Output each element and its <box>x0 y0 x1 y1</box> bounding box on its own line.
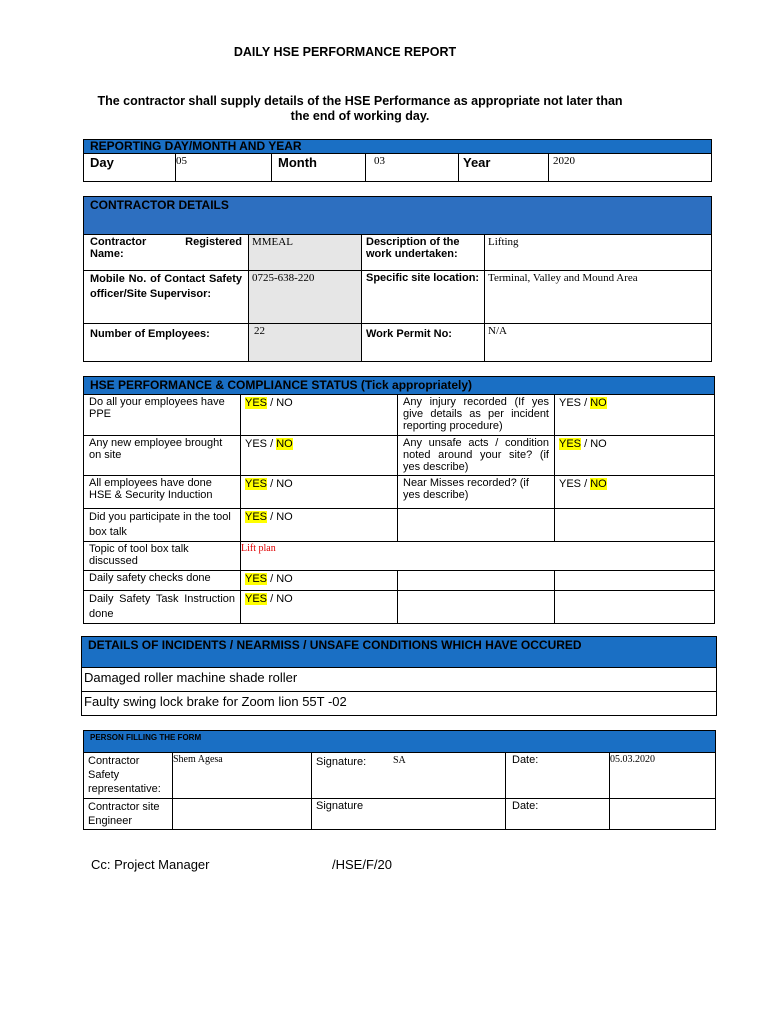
yes-mark: YES <box>245 573 268 585</box>
hse-header: HSE PERFORMANCE & COMPLIANCE STATUS (Tick appropriately) <box>84 377 715 395</box>
rep-label: Contractor Safety representative: <box>84 753 173 799</box>
a-toolbox[interactable]: YES / NO <box>241 509 398 542</box>
q-ppe: Do all your employees have PPE <box>84 395 241 436</box>
yes-mark: YES <box>559 438 582 450</box>
reg-name-label: Contractor Registered Name: <box>84 235 249 271</box>
q-toolbox: Did you participate in the tool box talk <box>84 509 241 542</box>
yes-mark: YES <box>245 511 268 523</box>
q-induction: All employees have done HSE & Security Induction <box>84 476 241 509</box>
mobile-value[interactable]: 0725-638-220 <box>249 271 362 324</box>
hse-table <box>83 376 715 624</box>
day-label: Day <box>84 154 176 182</box>
signature-cell[interactable] <box>312 753 506 799</box>
reporting-header: REPORTING DAY/MONTH AND YEAR <box>84 140 712 154</box>
q-new-employee: Any new employee brought on site <box>84 436 241 476</box>
no-mark: NO <box>590 478 607 490</box>
mobile-label: Mobile No. of Contact Safety officer/Site Supervisor: <box>84 271 249 324</box>
year-label: Year <box>459 154 549 182</box>
empty-cell <box>398 571 555 591</box>
employees-value[interactable]: 22 <box>249 324 362 362</box>
incident-item-1[interactable]: Damaged roller machine shade roller <box>82 668 717 692</box>
form-code: /HSE/F/20 <box>332 857 392 872</box>
person-table <box>83 730 716 830</box>
employees-label: Number of Employees: <box>84 324 249 362</box>
no-mark: NO <box>590 397 607 409</box>
month-label: Month <box>272 154 366 182</box>
a-near-miss[interactable]: YES / NO <box>555 476 715 509</box>
empty-cell <box>555 591 715 624</box>
signature-value: SA <box>393 755 406 766</box>
a-ppe[interactable]: YES / NO <box>241 395 398 436</box>
incident-item-2[interactable]: Faulty swing lock brake for Zoom lion 55T -02 <box>82 692 717 716</box>
reporting-table <box>83 139 712 182</box>
yes-mark: YES <box>245 593 268 605</box>
date-value-2[interactable] <box>610 799 716 830</box>
site-value[interactable]: Terminal, Valley and Mound Area <box>485 271 712 324</box>
report-title: DAILY HSE PERFORMANCE REPORT <box>233 45 457 59</box>
signature-label-2[interactable]: Signature <box>312 799 506 830</box>
contractor-table <box>83 196 712 362</box>
yes-mark: YES <box>245 397 268 409</box>
q-injury: Any injury recorded (If yes give details as per incident reporting procedure) <box>398 395 555 436</box>
year-value[interactable]: 2020 <box>549 154 712 182</box>
permit-label: Work Permit No: <box>362 324 485 362</box>
engineer-name[interactable] <box>173 799 312 830</box>
no-mark: NO <box>276 438 293 450</box>
a-task-instruction[interactable]: YES / NO <box>241 591 398 624</box>
empty-cell <box>555 509 715 542</box>
person-header: PERSON FILLING THE FORM <box>84 731 716 753</box>
a-new-employee[interactable]: YES / NO <box>241 436 398 476</box>
month-value[interactable]: 03 <box>366 154 459 182</box>
q-near-miss: Near Misses recorded? (if yes describe) <box>398 476 555 509</box>
work-desc-label: Description of the work undertaken: <box>362 235 485 271</box>
engineer-label: Contractor site Engineer <box>84 799 173 830</box>
contractor-header: CONTRACTOR DETAILS <box>84 197 712 235</box>
rep-name[interactable]: Shem Agesa <box>173 753 312 799</box>
date-label-2: Date: <box>506 799 610 830</box>
empty-cell <box>398 509 555 542</box>
a-unsafe[interactable]: YES / NO <box>555 436 715 476</box>
date-value[interactable]: 05.03.2020 <box>610 753 716 799</box>
a-injury[interactable]: YES / NO <box>555 395 715 436</box>
incidents-table <box>81 636 717 716</box>
site-label: Specific site location: <box>362 271 485 324</box>
intro-line-2: the end of working day. <box>290 109 430 123</box>
yes-mark: YES <box>245 478 268 490</box>
permit-value[interactable]: N/A <box>485 324 712 362</box>
day-value[interactable]: 05 <box>176 154 272 182</box>
q-unsafe: Any unsafe acts / condition noted around your site? (if yes describe) <box>398 436 555 476</box>
empty-cell <box>555 571 715 591</box>
intro-text <box>80 94 640 124</box>
topic-value[interactable]: Lift plan <box>241 542 715 571</box>
a-induction[interactable]: YES / NO <box>241 476 398 509</box>
work-desc-value[interactable]: Lifting <box>485 235 712 271</box>
reg-name-value[interactable]: MMEAL <box>249 235 362 271</box>
signature-label: Signature: <box>316 756 367 768</box>
incidents-header: DETAILS OF INCIDENTS / NEARMISS / UNSAFE CONDITIONS WHICH HAVE OCCURED <box>82 637 717 668</box>
a-daily-checks[interactable]: YES / NO <box>241 571 398 591</box>
empty-cell <box>398 591 555 624</box>
q-topic: Topic of tool box talk discussed <box>84 542 241 571</box>
date-label: Date: <box>506 753 610 799</box>
cc-text: Cc: Project Manager <box>91 857 210 872</box>
q-task-instruction: Daily Safety Task Instruction done <box>84 591 241 624</box>
intro-line-1: The contractor shall supply details of the HSE Performance as appropriate not later than <box>97 94 623 108</box>
q-daily-checks: Daily safety checks done <box>84 571 241 591</box>
